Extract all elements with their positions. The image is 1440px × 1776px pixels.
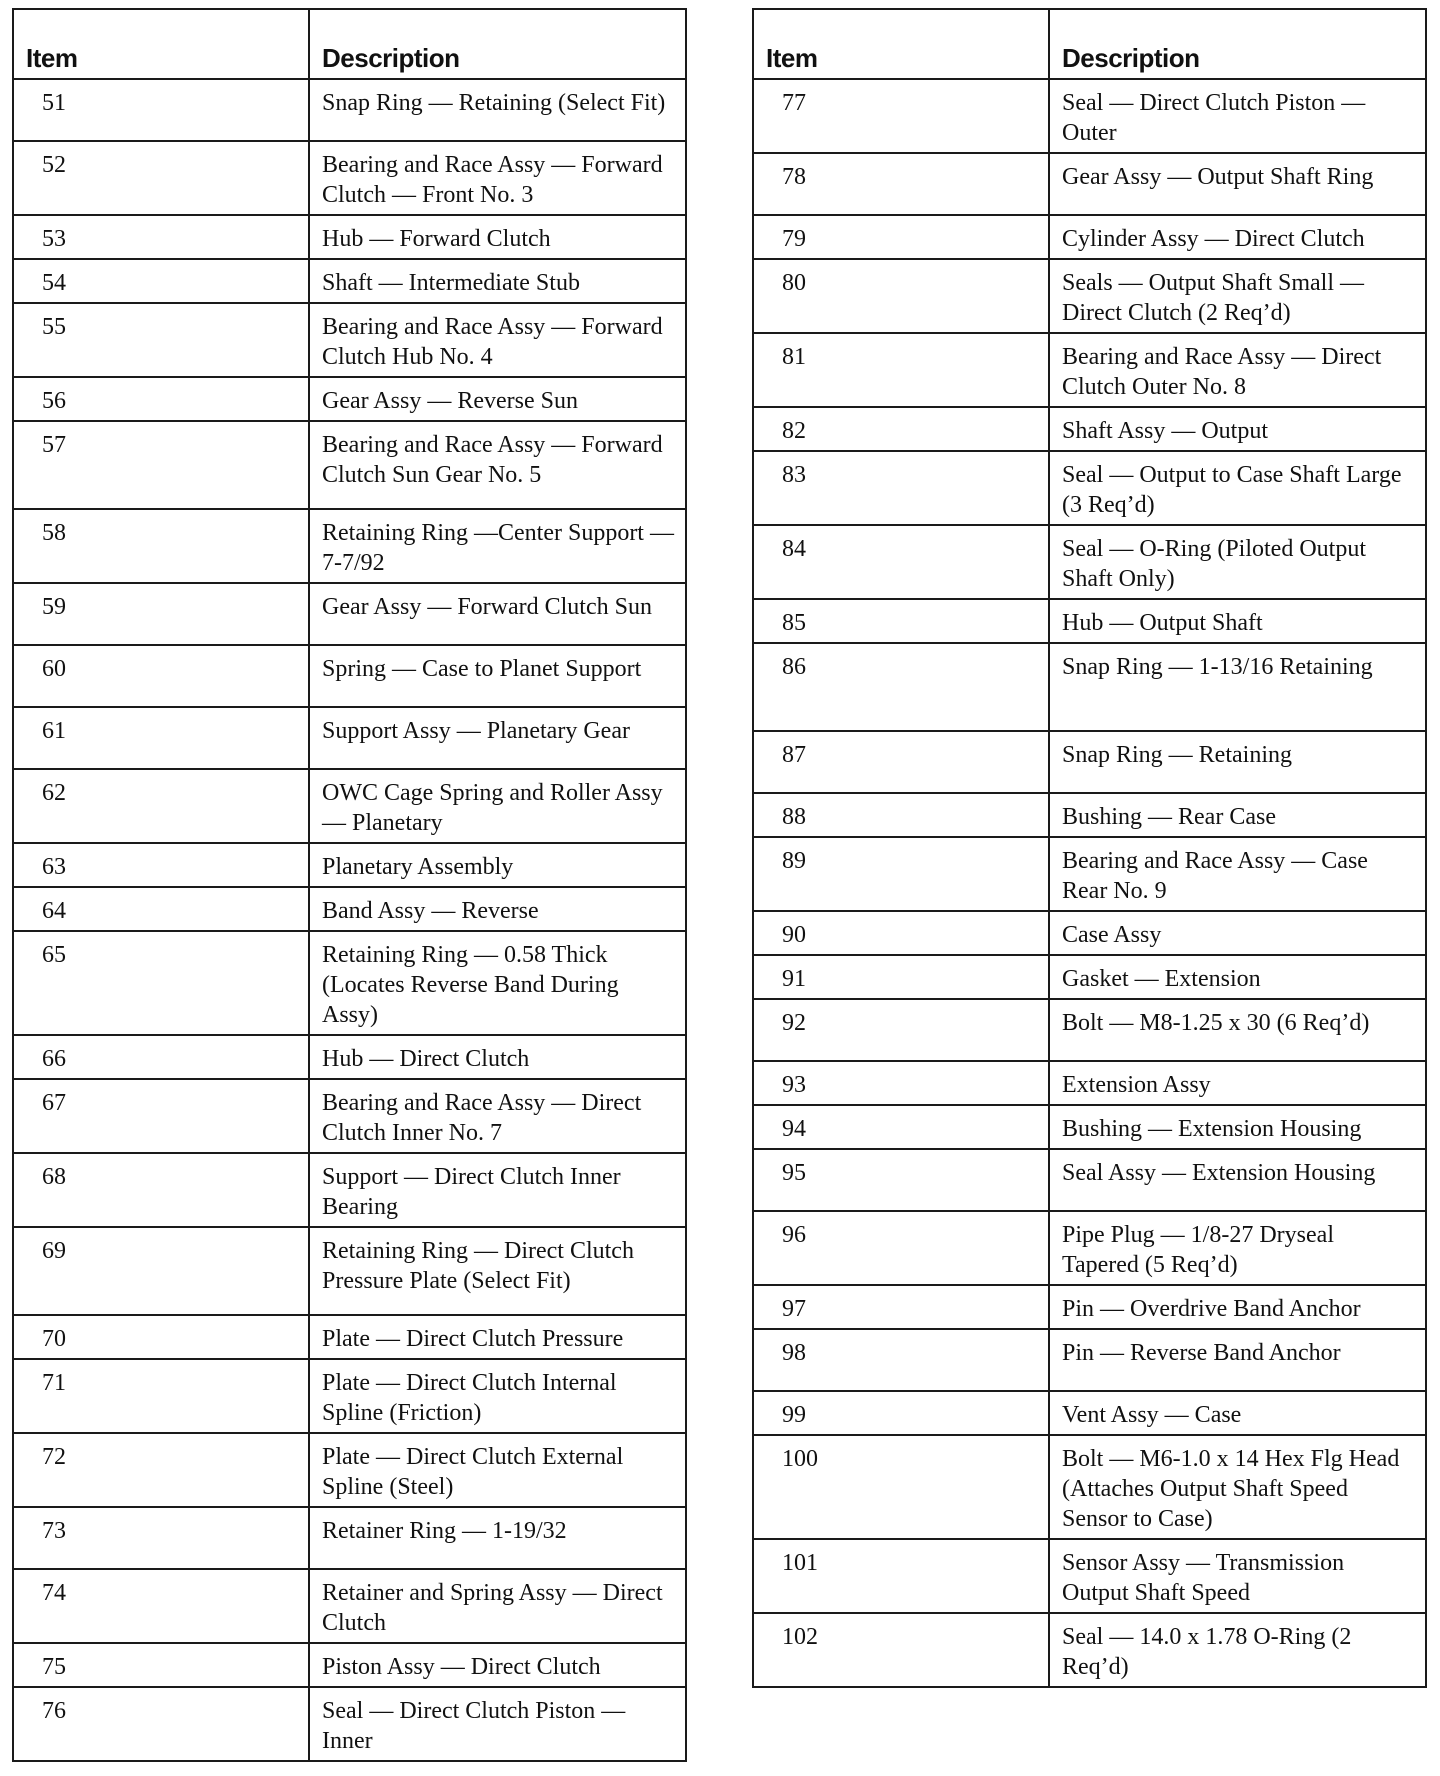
item-number: 72 [13,1433,309,1507]
item-number: 88 [753,793,1049,837]
description-header: Description [1049,9,1426,79]
item-number: 84 [753,525,1049,599]
item-description: Gear Assy — Output Shaft Ring [1049,153,1426,215]
item-description: Vent Assy — Case [1049,1391,1426,1435]
item-number: 60 [13,645,309,707]
item-number: 64 [13,887,309,931]
table-row [13,303,686,377]
table-row [13,1643,686,1687]
item-description: Bushing — Rear Case [1049,793,1426,837]
table-row [13,421,686,509]
table-row [753,911,1426,955]
item-number: 68 [13,1153,309,1227]
item-number: 93 [753,1061,1049,1105]
table-row [753,599,1426,643]
table-row [753,1149,1426,1211]
item-description: Hub — Output Shaft [1049,599,1426,643]
table-row [753,215,1426,259]
item-number: 62 [13,769,309,843]
item-description: Extension Assy [1049,1061,1426,1105]
item-description: Retaining Ring —Center Support — 7-7/92 [309,509,686,583]
item-description: Plate — Direct Clutch Pressure [309,1315,686,1359]
item-description: Seal Assy — Extension Housing [1049,1149,1426,1211]
item-number: 89 [753,837,1049,911]
item-number: 100 [753,1435,1049,1539]
table-row [13,1315,686,1359]
item-number: 61 [13,707,309,769]
item-number: 86 [753,643,1049,731]
table-row [753,793,1426,837]
item-number: 94 [753,1105,1049,1149]
table-row [13,1153,686,1227]
item-number: 59 [13,583,309,645]
item-number: 92 [753,999,1049,1061]
item-number: 95 [753,1149,1049,1211]
item-description: OWC Cage Spring and Roller Assy — Planetary [309,769,686,843]
table-row [13,215,686,259]
item-number: 63 [13,843,309,887]
item-description: Seal — Output to Case Shaft Large (3 Req’d) [1049,451,1426,525]
item-description: Piston Assy — Direct Clutch [309,1643,686,1687]
header-row [13,9,686,79]
item-number: 51 [13,79,309,141]
item-description: Seal — Direct Clutch Piston — Outer [1049,79,1426,153]
item-number: 73 [13,1507,309,1569]
item-description: Hub — Forward Clutch [309,215,686,259]
item-description: Cylinder Assy — Direct Clutch [1049,215,1426,259]
table-row [13,843,686,887]
item-number: 85 [753,599,1049,643]
item-description: Pipe Plug — 1/8-27 Dryseal Tapered (5 Req’d) [1049,1211,1426,1285]
item-number: 75 [13,1643,309,1687]
item-description: Shaft Assy — Output [1049,407,1426,451]
table-row [13,1035,686,1079]
table-row [753,333,1426,407]
table-row [13,887,686,931]
table-row [753,731,1426,793]
item-number: 99 [753,1391,1049,1435]
item-description: Bearing and Race Assy — Case Rear No. 9 [1049,837,1426,911]
item-description: Support Assy — Planetary Gear [309,707,686,769]
item-number: 53 [13,215,309,259]
item-number: 102 [753,1613,1049,1687]
item-number: 65 [13,931,309,1035]
item-description: Plate — Direct Clutch Internal Spline (Friction) [309,1359,686,1433]
item-description: Retainer Ring — 1-19/32 [309,1507,686,1569]
table-row [753,1391,1426,1435]
item-number: 57 [13,421,309,509]
item-description: Bolt — M8-1.25 x 30 (6 Req’d) [1049,999,1426,1061]
description-header: Description [309,9,686,79]
table-row [753,259,1426,333]
table-row [753,999,1426,1061]
table-row [753,1061,1426,1105]
item-description: Pin — Reverse Band Anchor [1049,1329,1426,1391]
item-number: 54 [13,259,309,303]
table-row [13,645,686,707]
table-row [13,141,686,215]
table-row [13,1227,686,1315]
item-number: 55 [13,303,309,377]
item-description: Bearing and Race Assy — Forward Clutch Sun Gear No. 5 [309,421,686,509]
item-number: 76 [13,1687,309,1761]
item-description: Gasket — Extension [1049,955,1426,999]
parts-body-right [753,79,1426,1687]
item-description: Bearing and Race Assy — Direct Clutch Inner No. 7 [309,1079,686,1153]
item-description: Case Assy [1049,911,1426,955]
table-row [13,1507,686,1569]
item-description: Retainer and Spring Assy — Direct Clutch [309,1569,686,1643]
item-number: 56 [13,377,309,421]
item-number: 83 [753,451,1049,525]
table-row [753,1329,1426,1391]
table-row [13,1359,686,1433]
item-header: Item [13,9,309,79]
item-description: Seal — O-Ring (Piloted Output Shaft Only) [1049,525,1426,599]
item-description: Band Assy — Reverse [309,887,686,931]
parts-body-left [13,79,686,1761]
table-row [13,769,686,843]
table-row [753,1285,1426,1329]
item-number: 87 [753,731,1049,793]
item-number: 74 [13,1569,309,1643]
item-description: Retaining Ring — Direct Clutch Pressure Plate (Select Fit) [309,1227,686,1315]
table-row [753,1211,1426,1285]
table-row [753,407,1426,451]
item-description: Shaft — Intermediate Stub [309,259,686,303]
item-number: 91 [753,955,1049,999]
table-row [753,643,1426,731]
table-row [13,1687,686,1761]
table-row [753,525,1426,599]
item-description: Hub — Direct Clutch [309,1035,686,1079]
item-number: 67 [13,1079,309,1153]
item-number: 78 [753,153,1049,215]
item-number: 82 [753,407,1049,451]
item-number: 96 [753,1211,1049,1285]
item-description: Planetary Assembly [309,843,686,887]
item-number: 81 [753,333,1049,407]
item-description: Spring — Case to Planet Support [309,645,686,707]
item-description: Gear Assy — Forward Clutch Sun [309,583,686,645]
table-row [753,1539,1426,1613]
table-row [13,79,686,141]
table-row [753,79,1426,153]
table-row [753,153,1426,215]
table-row [13,377,686,421]
item-description: Plate — Direct Clutch External Spline (Steel) [309,1433,686,1507]
table-row [753,1105,1426,1149]
item-description: Bolt — M6-1.0 x 14 Hex Flg Head (Attaches Output Shaft Speed Sensor to Case) [1049,1435,1426,1539]
item-number: 58 [13,509,309,583]
item-description: Bearing and Race Assy — Forward Clutch Hub No. 4 [309,303,686,377]
item-description: Gear Assy — Reverse Sun [309,377,686,421]
item-number: 66 [13,1035,309,1079]
item-description: Seals — Output Shaft Small — Direct Clutch (2 Req’d) [1049,259,1426,333]
item-description: Bearing and Race Assy — Forward Clutch — Front No. 3 [309,141,686,215]
item-number: 70 [13,1315,309,1359]
item-number: 97 [753,1285,1049,1329]
table-row [753,451,1426,525]
table-row [753,1435,1426,1539]
item-header: Item [753,9,1049,79]
table-row [753,955,1426,999]
item-number: 80 [753,259,1049,333]
table-row [13,509,686,583]
item-description: Snap Ring — 1-13/16 Retaining [1049,643,1426,731]
item-number: 79 [753,215,1049,259]
item-description: Retaining Ring — 0.58 Thick (Locates Reverse Band During Assy) [309,931,686,1035]
item-description: Seal — Direct Clutch Piston — Inner [309,1687,686,1761]
table-row [13,1433,686,1507]
item-number: 98 [753,1329,1049,1391]
table-row [13,583,686,645]
header-row [753,9,1426,79]
parts-table-right [752,8,1427,1688]
table-row [753,837,1426,911]
item-number: 90 [753,911,1049,955]
item-number: 69 [13,1227,309,1315]
item-number: 52 [13,141,309,215]
item-number: 77 [753,79,1049,153]
item-number: 101 [753,1539,1049,1613]
table-row [753,1613,1426,1687]
item-number: 71 [13,1359,309,1433]
item-description: Support — Direct Clutch Inner Bearing [309,1153,686,1227]
table-row [13,1079,686,1153]
item-description: Snap Ring — Retaining [1049,731,1426,793]
item-description: Sensor Assy — Transmission Output Shaft Speed [1049,1539,1426,1613]
table-row [13,931,686,1035]
table-row [13,259,686,303]
item-description: Bearing and Race Assy — Direct Clutch Outer No. 8 [1049,333,1426,407]
table-row [13,707,686,769]
table-row [13,1569,686,1643]
item-description: Bushing — Extension Housing [1049,1105,1426,1149]
item-description: Snap Ring — Retaining (Select Fit) [309,79,686,141]
item-description: Pin — Overdrive Band Anchor [1049,1285,1426,1329]
parts-table-left [12,8,687,1762]
item-description: Seal — 14.0 x 1.78 O-Ring (2 Req’d) [1049,1613,1426,1687]
